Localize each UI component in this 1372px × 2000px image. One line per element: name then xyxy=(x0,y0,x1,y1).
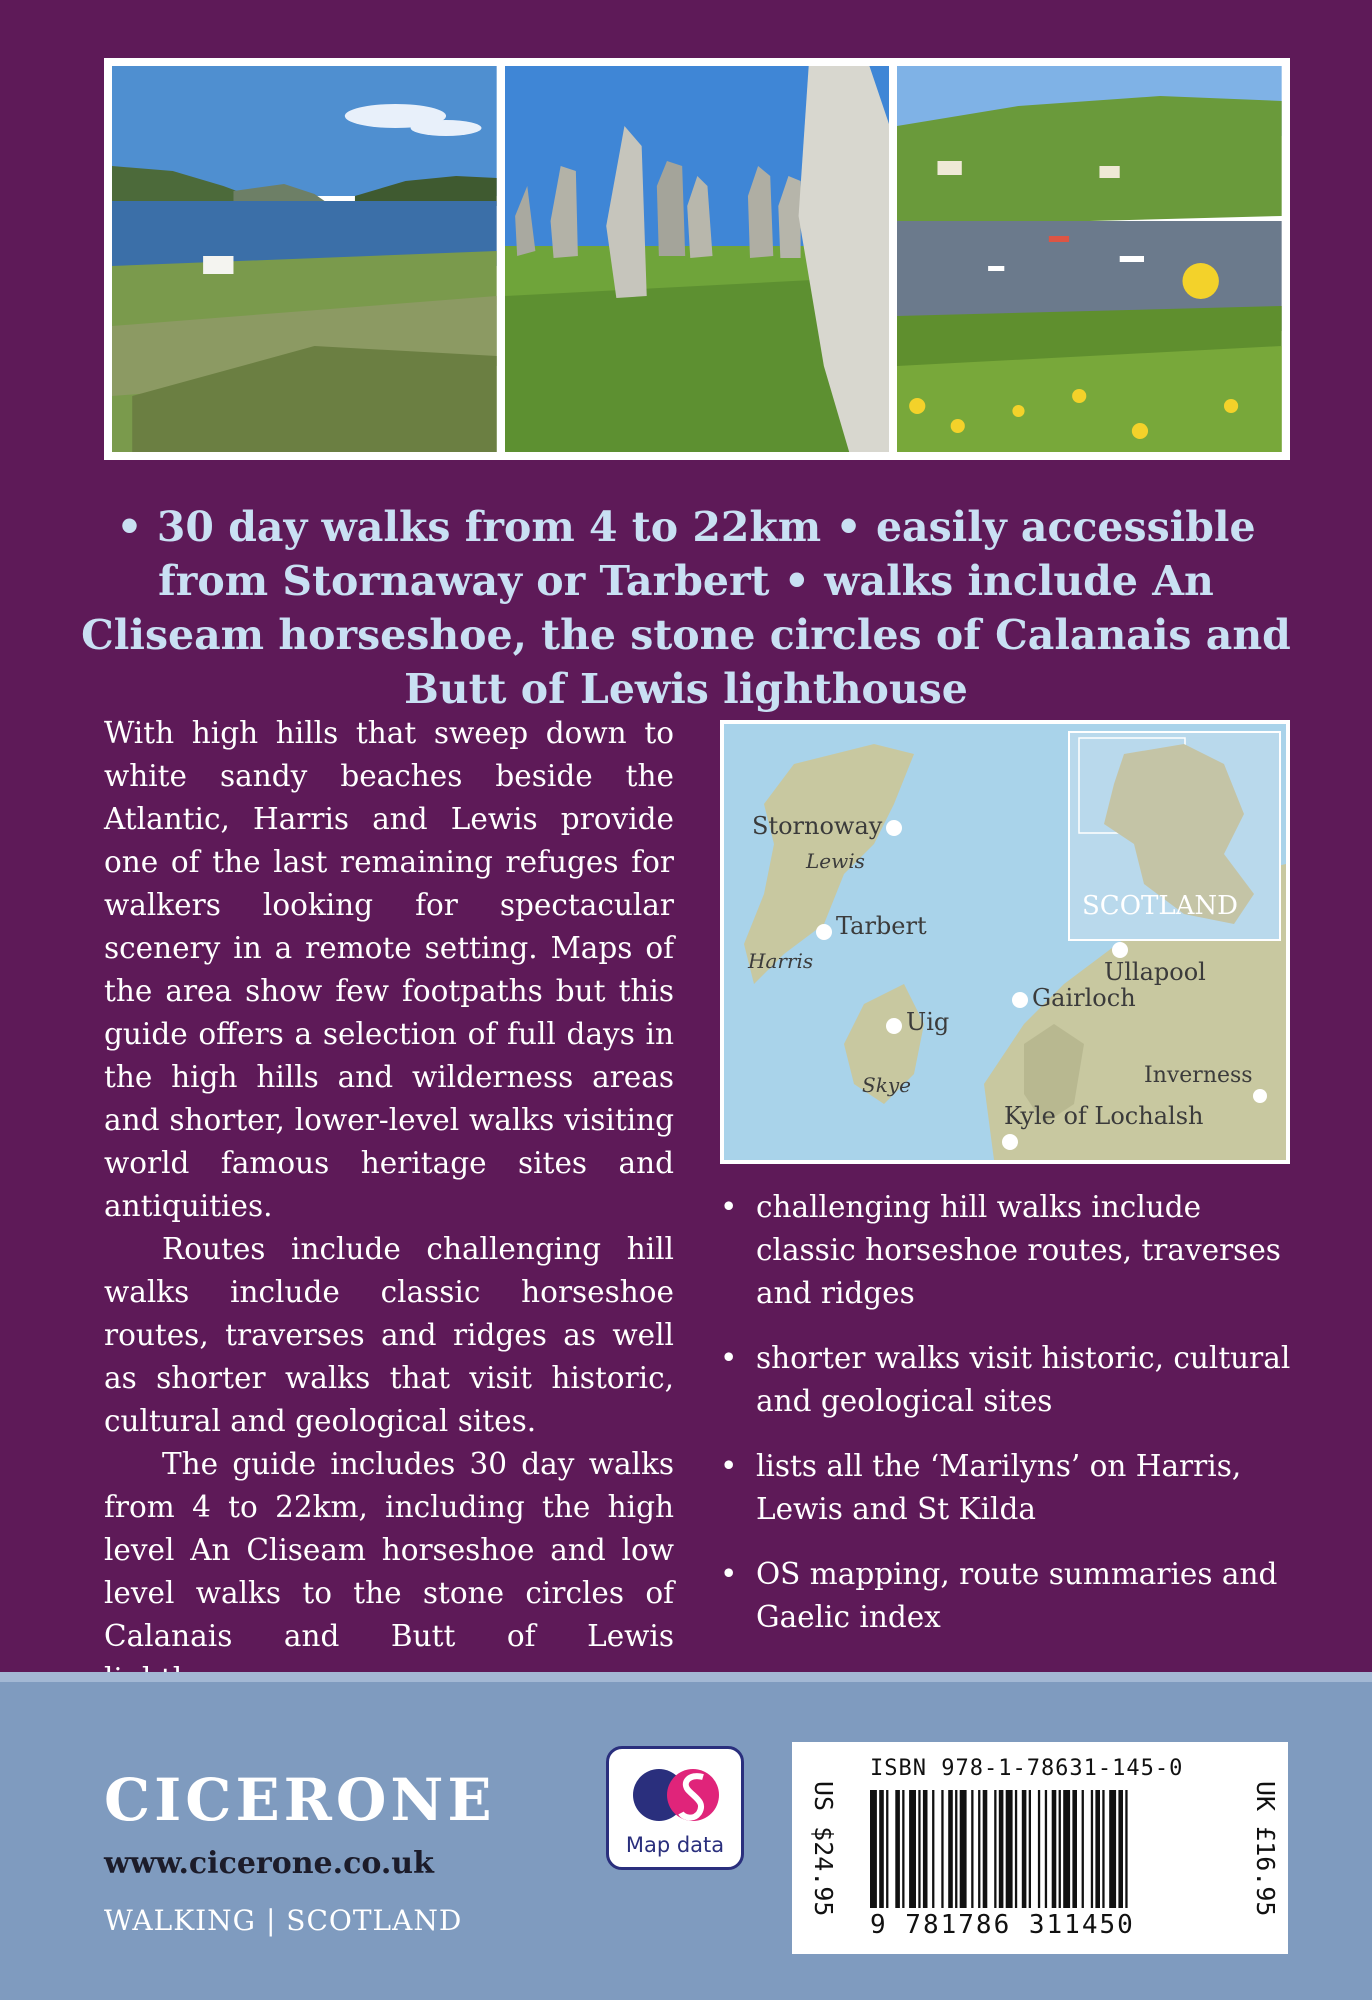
book-category: WALKING | SCOTLAND xyxy=(104,1904,463,1937)
map-label-tarbert: Tarbert xyxy=(836,912,927,940)
photo-strip xyxy=(104,58,1290,460)
feature-item xyxy=(720,1186,1300,1315)
map-label-inverness: Inverness xyxy=(1144,1063,1253,1088)
photo-loch-landscape xyxy=(112,66,497,452)
map-label-lewis: Lewis xyxy=(806,849,865,873)
photo-standing-stones xyxy=(505,66,890,452)
publisher-logo: CICERONE xyxy=(104,1766,496,1834)
isbn-text: ISBN 978-1-78631-145-0 xyxy=(870,1756,1184,1781)
barcode-bars xyxy=(870,1790,1218,1908)
feature-text: lists all the ‘Marilyns’ on Harris, Lewis and St Kilda xyxy=(756,1449,1242,1526)
highlights-text: • 30 day walks from 4 to 22km • easily accessible from Stornaway or Tarbert • walks include An Cliseam horseshoe, the stone circles of Calanais and Butt of Lewis lighthouse xyxy=(81,503,1291,713)
bullet-glyph: • xyxy=(720,1341,738,1375)
feature-item xyxy=(720,1445,1300,1531)
barcode-panel xyxy=(792,1742,1288,1954)
feature-text: shorter walks visit historic, cultural and geological sites xyxy=(756,1341,1291,1418)
price-uk: UK £16.95 xyxy=(1251,1781,1280,1917)
map-label-ullapool: Ullapool xyxy=(1104,958,1206,986)
map-label-stornoway: Stornoway xyxy=(752,812,883,840)
os-map-data-badge xyxy=(606,1746,744,1870)
map-label-gairloch: Gairloch xyxy=(1032,984,1136,1012)
map-label-scotland: SCOTLAND xyxy=(1082,891,1238,921)
photo-harbour-meadow xyxy=(897,66,1282,452)
description-paragraph: The guide includes 30 day walks from 4 to 22km, including the high level An Cliseam horseshoe and low level walks to the stone circles of Calanais and Butt of Lewis xyxy=(104,1447,674,1653)
bullet-glyph: • xyxy=(720,1449,738,1483)
feature-text: challenging hill walks include classic horseshoe routes, traverses and ridges xyxy=(756,1190,1281,1310)
map-label-skye: Skye xyxy=(862,1073,911,1097)
map-label-uig: Uig xyxy=(906,1008,950,1036)
area-map xyxy=(720,720,1290,1164)
description xyxy=(104,712,674,1701)
description-paragraph: With high hills that sweep down to white sandy beaches beside the Atlantic, Harris and Lewis provide one of the last remaining refuges for walkers looking for spectacular scenery in a remote setting. Maps of the area show few footpaths but this guide offers a selection of full days in the high hills and wilderness areas and shorter, lower-level walks visiting world famous heritage sites and antiquities. xyxy=(104,716,674,1223)
bullet-glyph: • xyxy=(720,1190,738,1224)
feature-item xyxy=(720,1553,1300,1639)
footer-band xyxy=(0,1672,1372,2000)
feature-item xyxy=(720,1337,1300,1423)
os-logo-icon xyxy=(629,1759,723,1831)
map-label-harris: Harris xyxy=(748,949,814,973)
os-badge-caption: Map data xyxy=(625,1833,725,1857)
description-paragraph: Routes include challenging hill walks include classic horseshoe routes, traverses and ridges as well as shorter walks that visit historic, cultural and geological sites. xyxy=(104,1232,674,1438)
bullet-glyph: • xyxy=(720,1557,738,1591)
ean-number: 9 781786 311450 xyxy=(870,1910,1135,1940)
publisher-website: www.cicerone.co.uk xyxy=(104,1846,434,1881)
price-us: US $24.95 xyxy=(809,1781,838,1917)
feature-list xyxy=(720,1186,1300,1661)
feature-text: OS mapping, route summaries and Gaelic index xyxy=(756,1557,1278,1634)
map-label-kyle-of-lochalsh: Kyle of Lochalsh xyxy=(1004,1102,1204,1130)
